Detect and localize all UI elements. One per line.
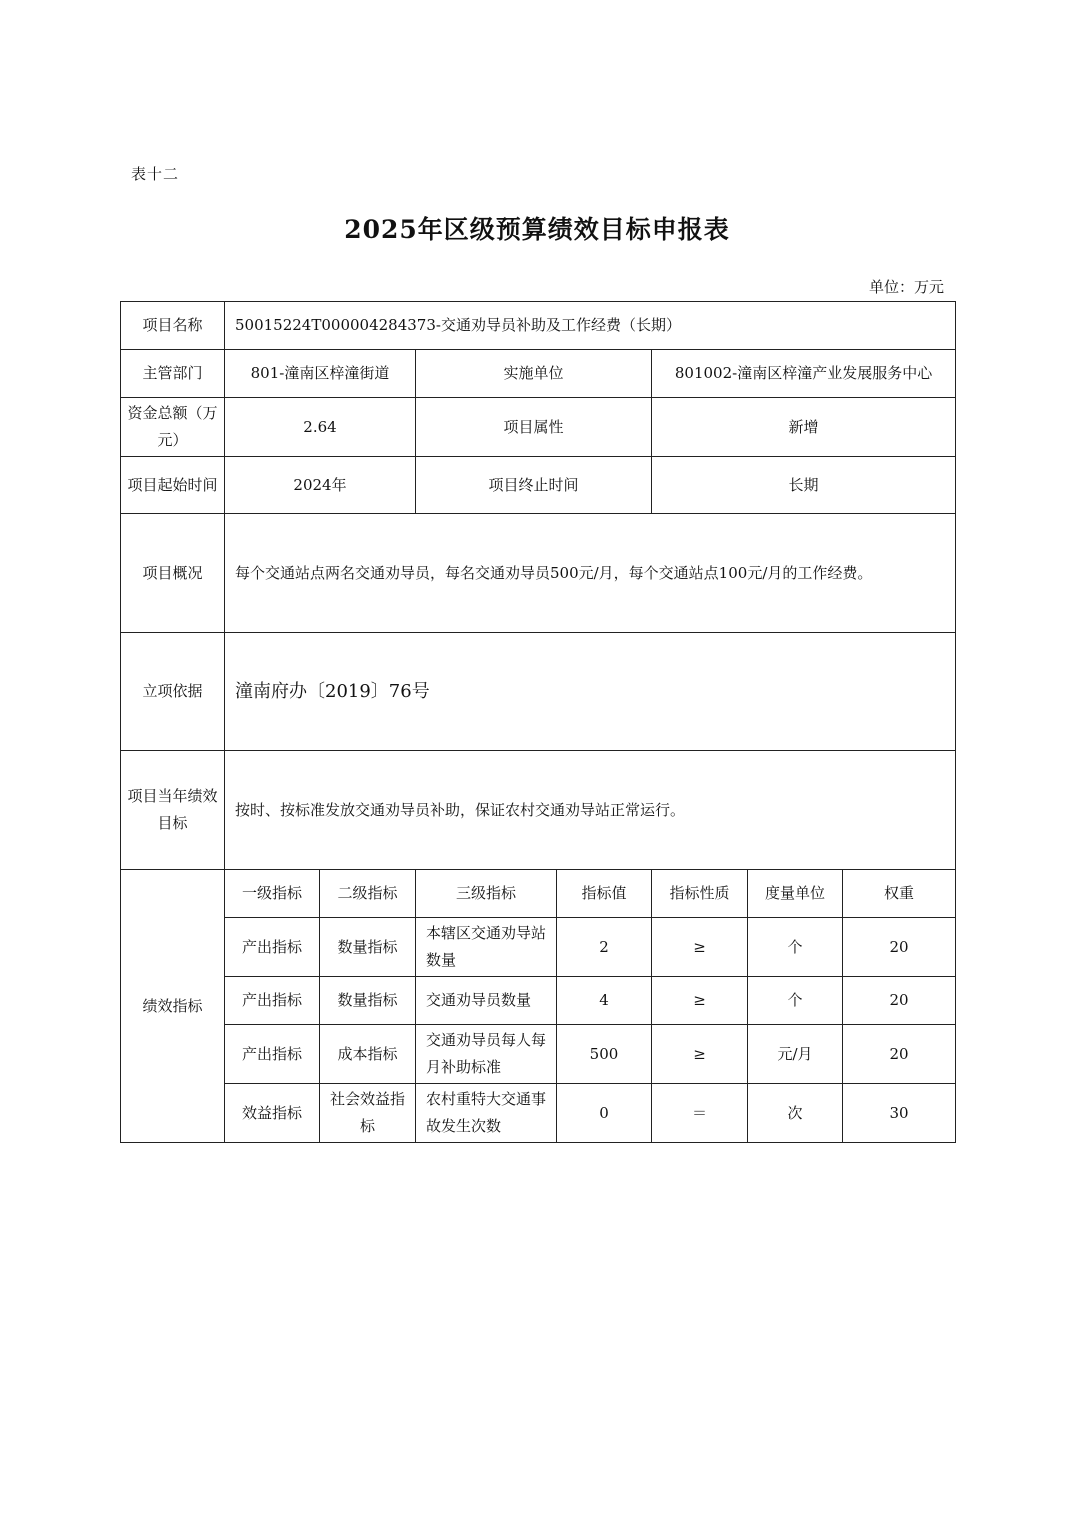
row-funds bbox=[121, 398, 956, 457]
implementing-unit-label: 实施单位 bbox=[416, 350, 652, 398]
basis-label: 立项依据 bbox=[121, 633, 225, 751]
indicator-nature: ＝ bbox=[652, 1084, 748, 1143]
indicator-header-level3: 三级指标 bbox=[416, 870, 557, 918]
total-funds-value: 2.64 bbox=[225, 398, 416, 457]
indicator-unit: 个 bbox=[748, 977, 843, 1025]
implementing-unit-value: 801002-潼南区梓潼产业发展服务中心 bbox=[652, 350, 956, 398]
basis-value: 潼南府办〔2019〕76号 bbox=[225, 633, 956, 751]
indicator-row bbox=[121, 1084, 956, 1143]
indicator-row bbox=[121, 918, 956, 977]
indicator-row bbox=[121, 977, 956, 1025]
indicator-level3: 农村重特大交通事故发生次数 bbox=[416, 1084, 557, 1143]
indicator-level3: 交通劝导员数量 bbox=[416, 977, 557, 1025]
indicator-level2: 数量指标 bbox=[320, 977, 416, 1025]
indicator-level2: 成本指标 bbox=[320, 1025, 416, 1084]
indicator-value: 2 bbox=[557, 918, 652, 977]
total-funds-label: 资金总额（万元） bbox=[121, 398, 225, 457]
overview-label: 项目概况 bbox=[121, 514, 225, 633]
project-attribute-value: 新增 bbox=[652, 398, 956, 457]
indicator-header-row bbox=[121, 870, 956, 918]
end-time-label: 项目终止时间 bbox=[416, 457, 652, 514]
row-time bbox=[121, 457, 956, 514]
indicator-header-value: 指标值 bbox=[557, 870, 652, 918]
annual-goal-value: 按时、按标准发放交通劝导员补助，保证农村交通劝导站正常运行。 bbox=[225, 751, 956, 870]
indicator-level1: 效益指标 bbox=[225, 1084, 320, 1143]
indicator-row bbox=[121, 1025, 956, 1084]
indicator-level2: 数量指标 bbox=[320, 918, 416, 977]
indicator-level1: 产出指标 bbox=[225, 977, 320, 1025]
department-label: 主管部门 bbox=[121, 350, 225, 398]
row-overview bbox=[121, 514, 956, 633]
document-title: 2025年区级预算绩效目标申报表 bbox=[344, 215, 730, 244]
annual-goal-label: 项目当年绩效目标 bbox=[121, 751, 225, 870]
performance-indicators-label: 绩效指标 bbox=[121, 870, 225, 1143]
project-name-label: 项目名称 bbox=[121, 302, 225, 350]
indicator-weight: 20 bbox=[843, 977, 956, 1025]
indicator-nature: ≥ bbox=[652, 1025, 748, 1084]
indicator-header-nature: 指标性质 bbox=[652, 870, 748, 918]
indicator-value: 500 bbox=[557, 1025, 652, 1084]
unit-note: 单位：万元 bbox=[868, 278, 944, 296]
overview-value: 每个交通站点两名交通劝导员，每名交通劝导员500元/月，每个交通站点100元/月的工作经费。 bbox=[225, 514, 956, 633]
budget-performance-table bbox=[120, 301, 956, 1143]
indicator-weight: 30 bbox=[843, 1084, 956, 1143]
row-basis bbox=[121, 633, 956, 751]
start-time-value: 2024年 bbox=[225, 457, 416, 514]
end-time-value: 长期 bbox=[652, 457, 956, 514]
indicator-weight: 20 bbox=[843, 1025, 956, 1084]
row-annual-goal bbox=[121, 751, 956, 870]
indicator-header-unit: 度量单位 bbox=[748, 870, 843, 918]
project-attribute-label: 项目属性 bbox=[416, 398, 652, 457]
row-project-name bbox=[121, 302, 956, 350]
indicator-unit: 元/月 bbox=[748, 1025, 843, 1084]
indicator-weight: 20 bbox=[843, 918, 956, 977]
department-value: 801-潼南区梓潼街道 bbox=[225, 350, 416, 398]
indicator-level3: 交通劝导员每人每月补助标准 bbox=[416, 1025, 557, 1084]
indicator-level1: 产出指标 bbox=[225, 918, 320, 977]
row-department bbox=[121, 350, 956, 398]
indicator-level2: 社会效益指标 bbox=[320, 1084, 416, 1143]
indicator-value: 4 bbox=[557, 977, 652, 1025]
indicator-header-level2: 二级指标 bbox=[320, 870, 416, 918]
indicator-level3: 本辖区交通劝导站数量 bbox=[416, 918, 557, 977]
table-number-label: 表十二 bbox=[131, 165, 180, 183]
indicator-nature: ≥ bbox=[652, 918, 748, 977]
indicator-header-weight: 权重 bbox=[843, 870, 956, 918]
project-name-value: 50015224T000004284373-交通劝导员补助及工作经费（长期） bbox=[225, 302, 956, 350]
indicator-nature: ≥ bbox=[652, 977, 748, 1025]
start-time-label: 项目起始时间 bbox=[121, 457, 225, 514]
indicator-unit: 个 bbox=[748, 918, 843, 977]
indicator-header-level1: 一级指标 bbox=[225, 870, 320, 918]
indicator-level1: 产出指标 bbox=[225, 1025, 320, 1084]
indicator-unit: 次 bbox=[748, 1084, 843, 1143]
indicator-value: 0 bbox=[557, 1084, 652, 1143]
